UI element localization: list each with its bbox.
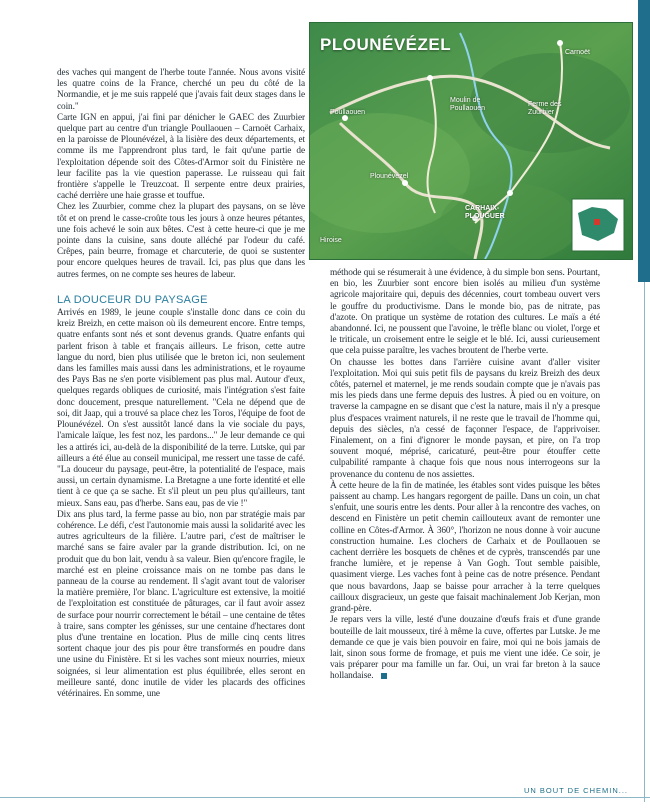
end-mark-icon [381,673,387,679]
footer-rule [0,797,650,798]
map-label-ferme: Ferme des Zuurbier [528,101,562,116]
map-label-plounevezel: Plounévézel [370,173,409,180]
map-label-carhaix: CARHAIX-PLOUGUER [465,205,505,220]
edge-rule [644,282,645,802]
paragraph: des vaches qui mangent de l'herbe toute l'année. Nous avons visité les quatre coins de la France, cherché un peu du côté de la Normandie, et je me suis rappelé que j'avais fait deux stages dans le coin." [57,68,305,112]
paragraph: Chez les Zuurbier, comme chez la plupart des paysans, on se lève tôt et on prend le casse-croûte tous les jours à onze heures pétantes, une fois achevé le soin aux bêtes. C'est à cette heure-ci que je me pointe dans la cuisine, sans doute alléché par l'odeur du café. Crêpes, pain beurre, fromage et charcuterie, de quoi se sustenter pour encore quelques heures de travail. Ici, pas plus que dans les autres fermes, on ne compte ses heures de labeur. [57,202,305,280]
map-title: PLOUNÉVÉZEL [320,35,452,54]
map-label-carnoet: Carnoët [565,49,590,56]
paragraph: Carte IGN en appui, j'ai fini par dénicher le GAEC des Zuurbier quelque part au centre d'un triangle Poullaouen – Carnoët Carhaix, en la paroisse de Plounévézel, à la lisière des deux départements, et comme ils me l'apprendront plus tard, le fait qu'une partie de l'exploitation dépende soit des Côtes-d'Armor soit du Finistère ne leur facilite pas la vie question paperasse. Le ruisseau qui fait frontière s'appelle le Treuzcoat. Il serpente entre deux prairies, caché derrière une haie grasse et touffue. [57,112,305,202]
section-heading: LA DOUCEUR DU PAYSAGE [57,293,208,306]
article-right-column [330,268,600,683]
plounevezel-map [309,22,633,260]
paragraph: méthode qui se résumerait à une évidence, à du simple bon sens. Pourtant, en bio, les Zuurbier sont encore bien isolés au milieu d'un système agricole majoritaire qui, depuis des décennies, court tombeau ouvert vers le gouffre du productivisme. Dans le monde bio, pas de nitrate, pas d'azote. On pratique un système de rotation des cultures. Le maïs a été abandonné. Ici, ne poussent que l'avoine, le trèfle blanc ou violet, l'orge et le triticale, un croisement entre le seigle et le blé. Ici, aussi curieusement que cela puisse paraître, les vaches broutent de l'herbe verte. [330,268,600,357]
map-label-hiroise: Hiroise [320,237,342,244]
paragraph: Dix ans plus tard, la ferme passe au bio, non par stratégie mais par cohérence. Le défi, c'est l'autonomie mais aussi la solidarité avec les autres agriculteurs de la filière. L'autre pari, c'est de maîtriser le marché sans se faire avaler par la grande distribution. Ici, on ne produit que du bon lait, vendu à sa valeur. Bien qu'encore fragile, le marché est en pleine croissance mais on ne tombe pas dans le panneau de la course au rendement. Il s'agit avant tout de valoriser la matière première, l'or blanc. L'agriculture est extensive, la moitié de l'exploitation est constituée de pâturages, car il faut avoir assez de surface pour nourrir correctement le bétail – une centaine de têtes à traire, sans compter les génisses, sur une centaine d'hectares dont plus d'une trentaine en location. Plus de mille cinq cents litres sortent chaque jour des pis pour être transformés en poudre dans une usine du Finistère. Et si les vaches sont mieux nourries, mieux soignées, si leur alimentation est plus équilibrée, elles seront en meilleure santé, donc inutile de vider les placards des officines vétérinaires. En somme, une [57,509,305,699]
article-left-column [57,68,305,700]
map-label-poullaouen: Poullaouen [330,109,366,116]
running-footer: UN BOUT DE CHEMIN... [523,786,628,795]
map-illustration [310,23,632,259]
paragraph: On chausse les bottes dans l'arrière cuisine avant d'aller visiter l'exploitation. Moi qui suis petit fils de paysans du kreiz Breizh des deux côtés, paternel et maternel, je me rends soudain compte que je n'avais pas mis les pieds dans une ferme depuis des lustres. À pied ou en voiture, on traverse la campagne en se disant que c'est la nature, mais il n'y a presque plus d'espaces vraiment naturels, il ne reste que le travail de l'homme qui, depuis des siècles, n'a cessé de façonner l'espace, de l'apprivoiser. Finalement, on a fini d'ignorer le monde paysan, et pire, on l'a trop souvent moqué, méprisé, caricaturé, peut-être pour étouffer cette culpabilité rampante à chaque fois que nous nous interrogeons sur la provenance du contenu de nos assiettes. [330,357,600,480]
section-edge-tab [638,0,650,282]
paragraph: Arrivés en 1989, le jeune couple s'installe donc dans ce coin du kreiz Breizh, en cette maison où ils demeurent encore. Entre temps, quatre enfants sont nés et sont devenus grands. Quatre enfants qui parlent frison à table et français ailleurs. Le frison, cette autre langue du nord, bien plus utilisée que le breton ici, non seulement dans les familles mais aussi dans les administrations, et le royaume des Pays Bas ne s'en porte visiblement pas plus mal. Autour d'eux, quelques regards obliques de curiosité, mais l'intégration s'est faite donc doucement, presque naturellement. "Cela ne dépend que de soi, dit Jaap, qui a trouvé sa place chez les Toros, l'équipe de foot de Plounévézel. On s'est aussitôt lancé dans la vie sociale du pays, l'amicale laïque, les fest noz, les pardons..." Je leur demande ce qui les a attirés ici, au-delà de la disponibilité de la terre. Lutske, qui par ailleurs a été élue au conseil municipal, me ressert une tasse de café. "La douceur du paysage, peut-être, la potentialité de l'espace, mais aussi, un certain dynamisme. La Bretagne a une forte identité et elle tient à ce que ça se sache. Et s'il pleut un peu plus qu'ailleurs, tant mieux. Sans eau, pas d'herbe. Sans eau, pas de vie !" [57,308,305,509]
map-label-moulin: Moulin de Poullaouen [450,97,486,112]
paragraph-last [330,615,600,682]
paragraph-text: Je repars vers la ville, lesté d'une douzaine d'œufs frais et d'une grande bouteille de lait mousseux, tiré à même la cuve, offertes par Lutske. Je me demande ce que je vais bien pouvoir en faire, moi qui ne bois jamais de lait, sinon sous forme de fromage, et puis me vient une idée. Ce soir, je vais préparer pour ma famille un far. Oui, un vrai far breton à la sauce hollandaise. [330,615,600,682]
paragraph: À cette heure de la fin de matinée, les étables sont vides puisque les bêtes paissent au champ. Les hangars regorgent de paille. Dans un coin, un chat s'enfuit, une souris entre les dents. Pour aller à la rencontre des vaches, on descend en Finistère un petit chemin caillouteux avant de remonter une colline en Côtes-d'Armor. À 360°, l'horizon ne nous donne à voir aucune construction humaine. Les clochers de Carhaix et de Poullaouen se cachent derrière les bosquets de chênes et de cyprès, transcendés par une franche lumière, et je repense à Van Gogh. Tout semble paisible, quasiment vierge. Les vaches font à peine cas de notre présence. Pendant que nous bavardons, Jaap se baisse pour arracher à la terre quelques cailloux disgracieux, un geste que faisait machinalement Job Kerjan, mon grand-père. [330,480,600,615]
